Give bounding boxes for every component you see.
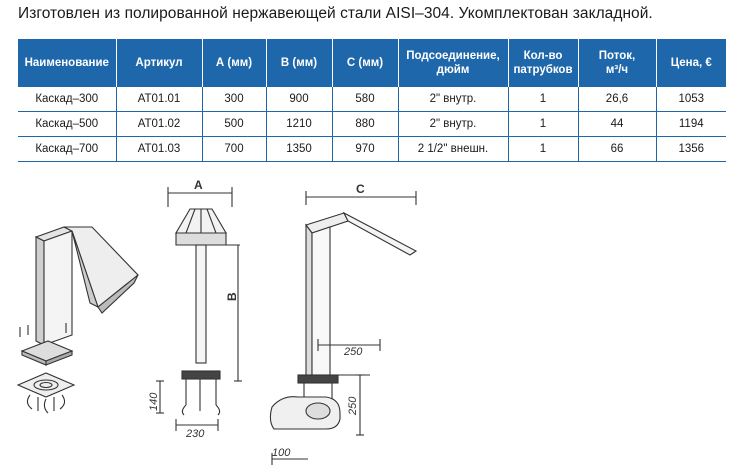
cell-a: 300 <box>202 87 266 112</box>
cell-flow: 44 <box>578 112 656 137</box>
cell-price: 1356 <box>656 137 726 162</box>
cell-name: Каскад–500 <box>18 112 116 137</box>
dim-250-top-label: 250 <box>344 346 363 358</box>
cell-c: 970 <box>332 137 398 162</box>
dim-100-label: 100 <box>272 447 291 459</box>
cell-article: AT01.01 <box>116 87 202 112</box>
table-row <box>18 137 726 162</box>
cell-connection: 2 1/2" внешн. <box>398 137 508 162</box>
col-header-nozzles: Кол-во патрубков <box>508 39 578 87</box>
dim-c-label: C <box>356 182 365 196</box>
cell-a: 500 <box>202 112 266 137</box>
cell-price: 1053 <box>656 87 726 112</box>
cell-b: 1210 <box>266 112 332 137</box>
cell-article: AT01.02 <box>116 112 202 137</box>
cell-b: 1350 <box>266 137 332 162</box>
cell-c: 880 <box>332 112 398 137</box>
dim-140-label: 140 <box>148 392 160 411</box>
intro-text: Изготовлен из полированной нержавеющей стали AISI–304. Укомплектован закладной. <box>18 5 653 22</box>
col-header-name: Наименование <box>18 39 116 87</box>
cell-flow: 26,6 <box>578 87 656 112</box>
col-header-b: В (мм) <box>266 39 332 87</box>
table-row <box>18 112 726 137</box>
front-view <box>156 187 242 431</box>
cell-flow: 66 <box>578 137 656 162</box>
cell-connection: 2" внутр. <box>398 112 508 137</box>
perspective-view <box>18 227 138 413</box>
dim-230-label: 230 <box>186 428 205 440</box>
col-header-price: Цена, € <box>656 39 726 87</box>
cell-price: 1194 <box>656 112 726 137</box>
cell-nozzles: 1 <box>508 137 578 162</box>
cell-c: 580 <box>332 87 398 112</box>
side-view <box>270 191 416 465</box>
col-header-article: Артикул <box>116 39 202 87</box>
technical-drawing <box>0 175 746 472</box>
dim-b-label: B <box>225 292 239 301</box>
cell-b: 900 <box>266 87 332 112</box>
dim-250-side-label: 250 <box>347 396 359 415</box>
cell-nozzles: 1 <box>508 112 578 137</box>
col-header-connection: Подсоединение, дюйм <box>398 39 508 87</box>
table-row <box>18 87 726 112</box>
col-header-c: С (мм) <box>332 39 398 87</box>
spec-table <box>18 39 726 162</box>
cell-a: 700 <box>202 137 266 162</box>
cell-name: Каскад–700 <box>18 137 116 162</box>
dim-a-label: A <box>194 178 203 192</box>
col-header-flow: Поток, м³/ч <box>578 39 656 87</box>
table-header-row <box>18 39 726 87</box>
cell-article: AT01.03 <box>116 137 202 162</box>
col-header-a: А (мм) <box>202 39 266 87</box>
cell-nozzles: 1 <box>508 87 578 112</box>
cell-connection: 2" внутр. <box>398 87 508 112</box>
cell-name: Каскад–300 <box>18 87 116 112</box>
